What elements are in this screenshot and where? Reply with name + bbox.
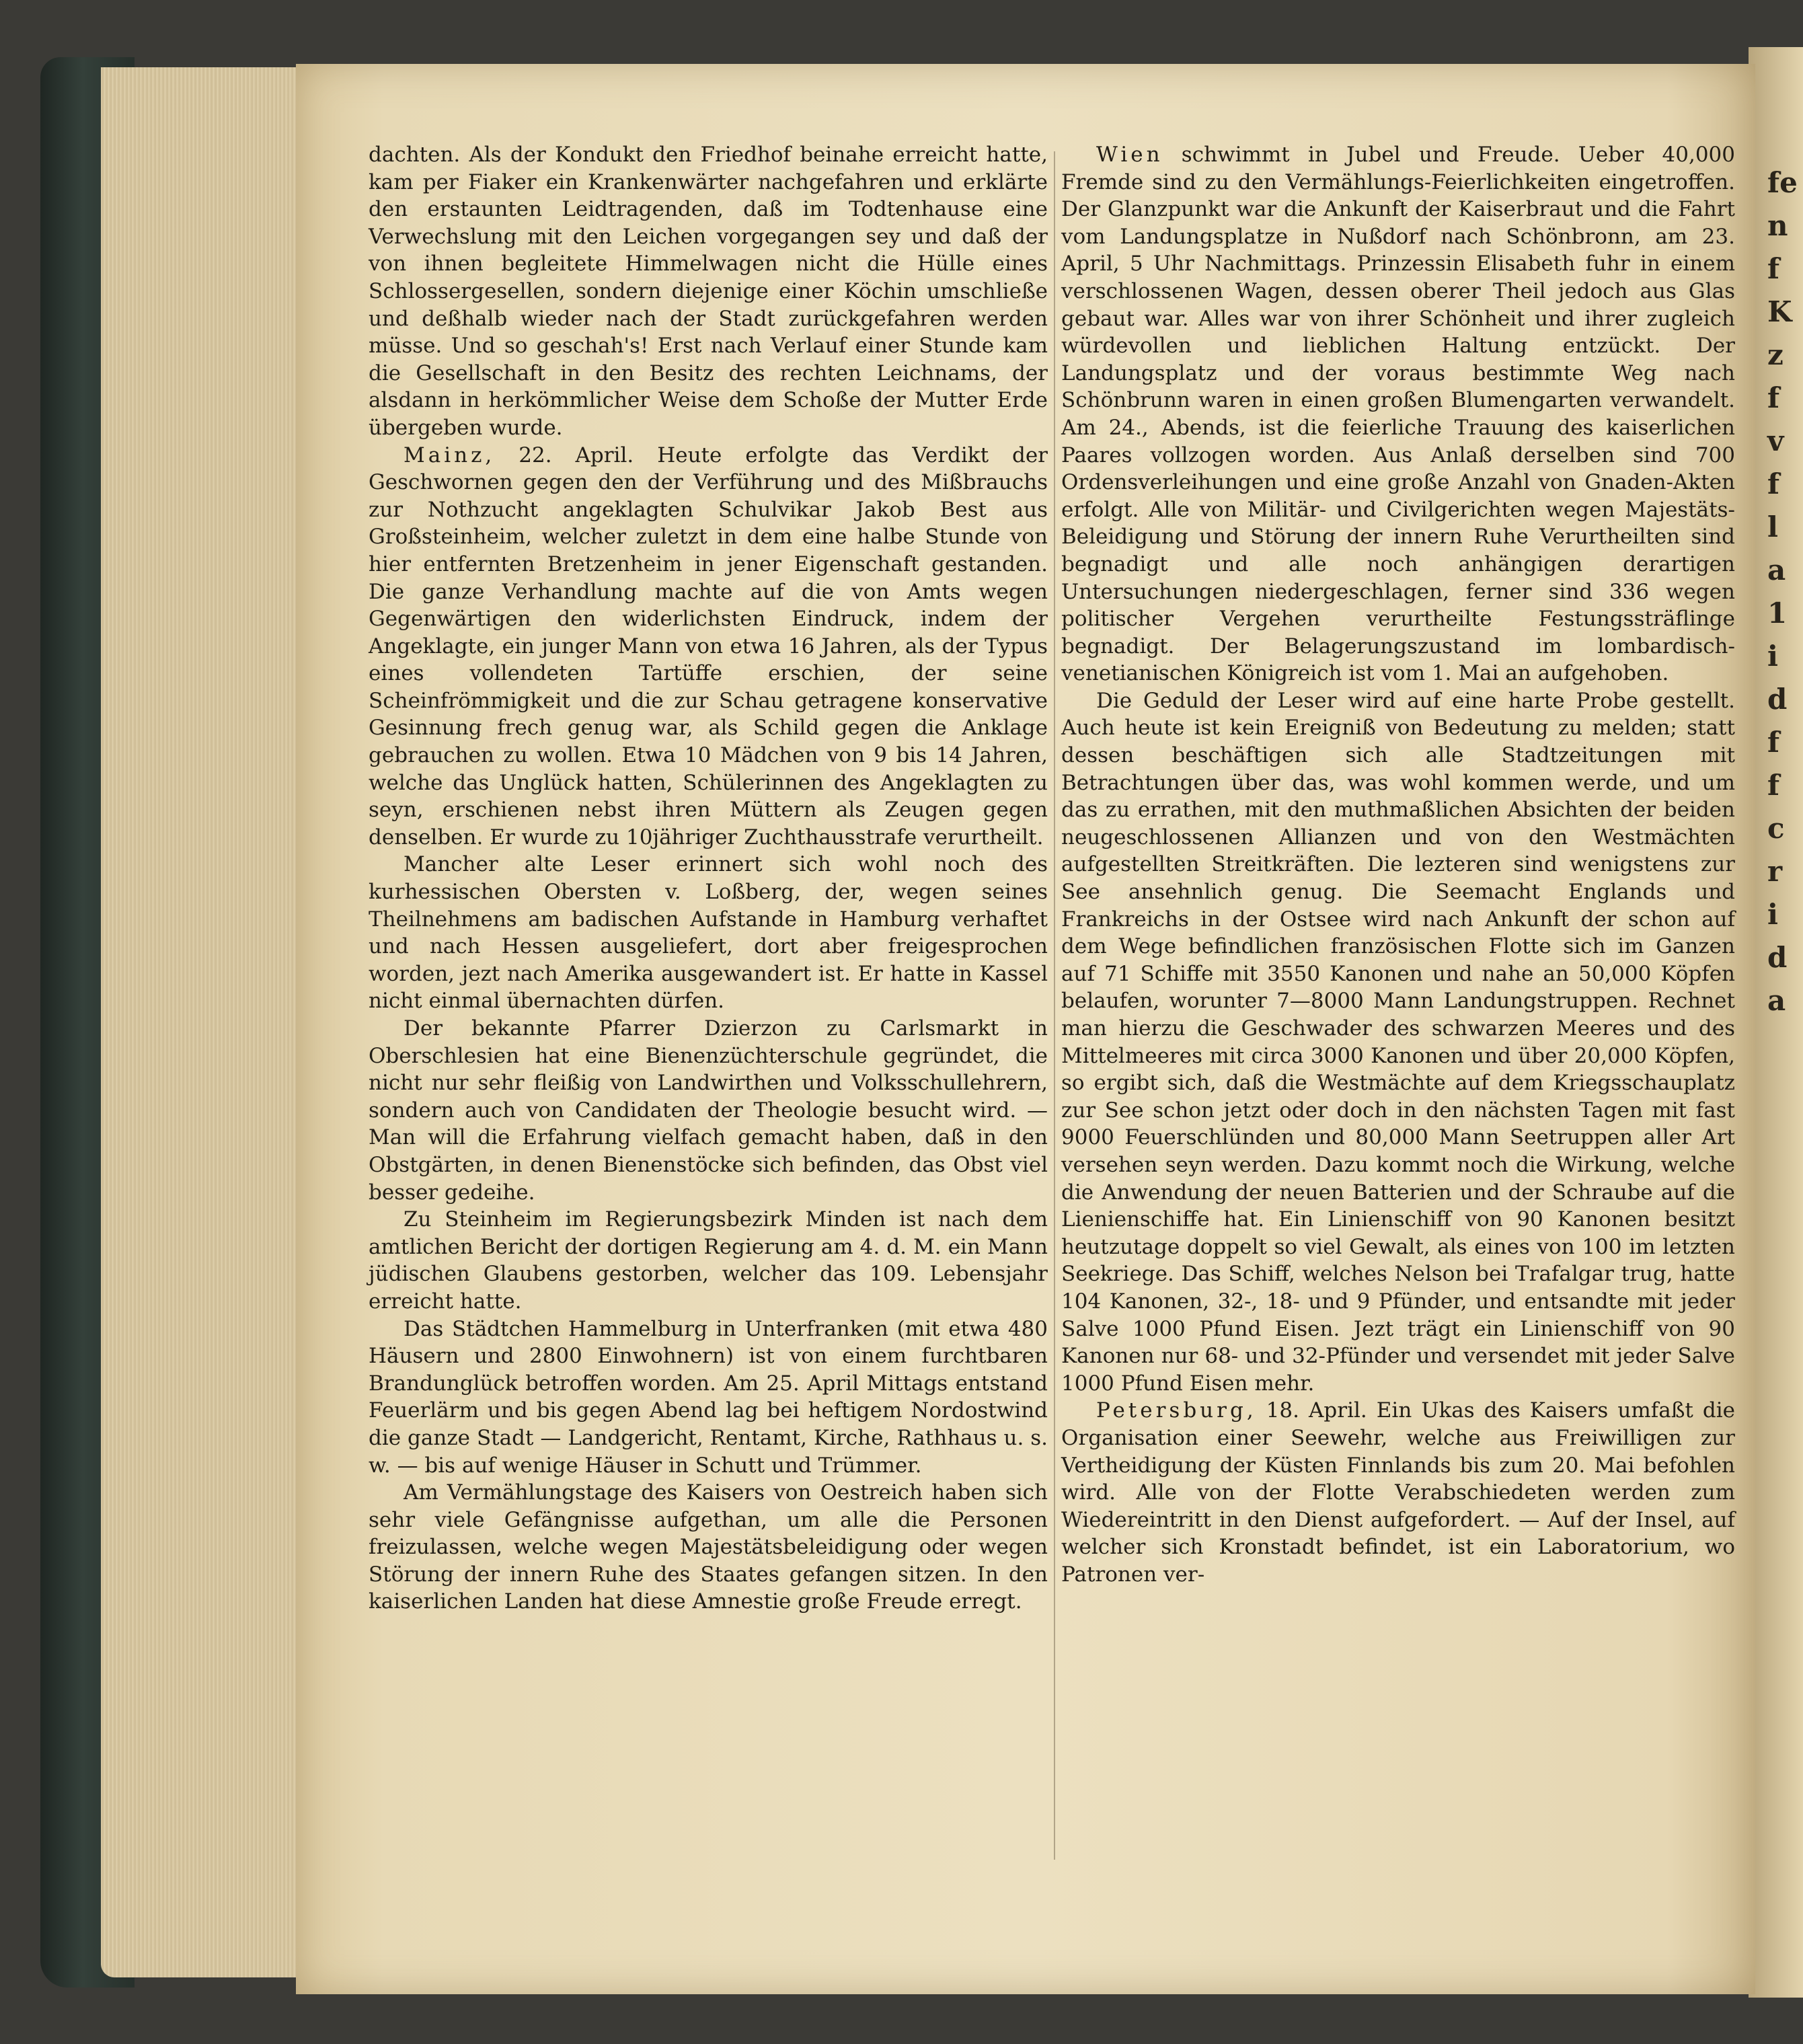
article-paragraph bbox=[1061, 141, 1735, 687]
article-paragraph bbox=[369, 141, 1048, 442]
article-paragraph bbox=[369, 1479, 1048, 1616]
paragraph-text: 18. April. Ein Ukas des Kaisers umfaßt die Organisation einer Seewehr, welche aus Freiwilligen zur Vertheidigung der Küsten Finnlands bis zum 20. Mai befohlen wird. Alle von der Flotte Verabschiedeten werden zum Wiedereintritt in den Dienst aufgefordert. — Auf der Insel, auf welcher sich Kronstadt befindet, ist ein Laboratorium, wo Patronen ver- bbox=[1061, 1398, 1735, 1587]
next-page-fragment: f bbox=[1767, 381, 1780, 414]
next-page-fragment: f bbox=[1767, 726, 1780, 759]
article-paragraph bbox=[369, 1316, 1048, 1480]
next-page-fragment: l bbox=[1767, 510, 1778, 543]
paragraph-text: Mancher alte Leser erinnert sich wohl noch des kurhessischen Obersten v. Loßberg, der, wegen seines Theilnehmens am badischen Aufstande in Hamburg verhaftet und nach Hessen ausgeliefert, dort aber freigesprochen worden, jezt nach Amerika ausgewandert ist. Er hatte in Kassel nicht einmal übernachten dürfen. bbox=[369, 852, 1048, 1014]
article-paragraph bbox=[369, 442, 1048, 851]
right-column bbox=[1061, 141, 1735, 1588]
next-page-fragment: fe bbox=[1767, 166, 1798, 199]
next-page-fragment: z bbox=[1767, 338, 1783, 371]
article-paragraph bbox=[1061, 687, 1735, 1397]
next-page-edge bbox=[1749, 47, 1803, 1998]
article-paragraph bbox=[369, 851, 1048, 1015]
next-page-fragment: d bbox=[1767, 941, 1788, 974]
next-page-fragment: d bbox=[1767, 683, 1788, 716]
next-page-fragment: f bbox=[1767, 467, 1780, 500]
next-page-fragment: r bbox=[1767, 855, 1783, 888]
paragraph-text: Der bekannte Pfarrer Dzierzon zu Carlsmarkt in Oberschlesien hat eine Bienenzüchterschule gegründet, die nicht nur sehr fleißig von Landwirthen und Volksschullehrern, sondern auch von Candidaten der Theologie besucht wird. — Man will die Erfahrung vielfach gemacht haben, daß in den Obstgärten, in denen Bienenstöcke sich befinden, das Obst viel besser gedeihe. bbox=[369, 1016, 1048, 1205]
paragraph-text: dachten. Als der Kondukt den Friedhof beinahe erreicht hatte, kam per Fiaker ein Krankenwärter nachgefahren und erklärte den erstaunten Leidtragenden, daß im Todtenhause eine Verwechslung mit den Leichen vorgegangen sey und daß der von ihnen begleitete Himmelwagen nicht die Hülle eines Schlossergesellen, sondern diejenige einer Köchin umschließe und deßhalb wieder nach der Stadt zurückgefahren werden müsse. Und so geschah's! Erst nach Verlauf einer Stunde kam die Gesellschaft in den Besitz des rechten Leichnams, der alsdann in herkömmlicher Weise dem Schoße der Mutter Erde übergeben wurde. bbox=[369, 143, 1048, 440]
column-divider bbox=[1054, 151, 1055, 1860]
paragraph-text: Die Geduld der Leser wird auf eine harte Probe gestellt. Auch heute ist kein Ereigniß von Bedeutung zu melden; statt dessen beschäftigen sich alle Stadtzeitungen mit Betrachtungen über das, was wohl kommen werde, und um das zu errathen, mit den muthmaßlichen Absichten der beiden neugeschlossenen Allianzen und von den Westmächten aufgestellten Streitkräften. Die lezteren sind wenigstens zur See ansehnlich genug. Die Seemacht Englands und Frankreichs in der Ostsee wird nach Ankunft der schon auf dem Wege befindlichen französischen Flotte sich im Ganzen auf 71 Schiffe mit 3550 Kanonen und nahe an 50,000 Köpfen belaufen, worunter 7—8000 Mann Landungstruppen. Rechnet man hierzu die Geschwader des schwarzen Meeres und des Mittelmeeres mit circa 3000 Kanonen und über 20,000 Köpfen, so ergibt sich, daß die Westmächte auf dem Kriegsschauplatz zur See schon jetzt oder doch in den nächsten Tagen mit fast 9000 Feuerschlünden und 80,000 Mann Seetruppen aller Art versehen seyn werden. Dazu kommt noch die Wirkung, welche die Anwendung der neuen Batterien und der Schraube auf die Lienienschiffe hat. Ein Linienschiff von 90 Kanonen besitzt heutzutage doppelt so viel Gewalt, als eines von 100 im letzten Seekriege. Das Schiff, welches Nelson bei Trafalgar trug, hatte 104 Kanonen, 32-, 18- und 9 Pfünder, und entsandte mit jeder Salve 1000 Pfund Eisen. Jezt trägt ein Linienschiff von 90 Kanonen nur 68- und 32-Pfünder und versendet mit jeder Salve 1000 Pfund Eisen mehr. bbox=[1061, 688, 1735, 1396]
next-page-fragment: c bbox=[1767, 812, 1785, 845]
left-column bbox=[369, 141, 1048, 1616]
next-page-fragment: a bbox=[1767, 554, 1786, 586]
dateline: Petersburg, bbox=[1096, 1398, 1257, 1423]
next-page-fragment: 1 bbox=[1767, 597, 1788, 630]
paragraph-text: Zu Steinheim im Regierungsbezirk Minden ist nach dem amtlichen Bericht der dortigen Regierung am 4. d. M. ein Mann jüdischen Glaubens gestorben, welcher das 109. Lebensjahr erreicht hatte. bbox=[369, 1207, 1048, 1314]
paragraph-text: schwimmt in Jubel und Freude. Ueber 40,000 Fremde sind zu den Vermählungs-Feierlichkeiten eingetroffen. Der Glanzpunkt war die Ankunft der Kaiserbraut und die Fahrt vom Landungsplatze in Nußdorf nach Schönbronn, am 23. April, 5 Uhr Nachmittags. Prinzessin Elisabeth fuhr in einem verschlossenen Wagen, dessen oberer Theil jedoch aus Glas gebaut war. Alles war von ihrer Schönheit und ihrer zugleich würdevollen und lieblichen Haltung entzückt. Der Landungsplatz und der voraus bestimmte Weg nach Schönbrunn waren in einen großen Blumengarten verwandelt. Am 24., Abends, ist die feierliche Trauung des kaiserlichen Paares vollzogen worden. Aus Anlaß derselben sind 700 Ordensverleihungen und eine große Anzahl von Gnaden-Akten erfolgt. Alle von Militär- und Civilgerichten wegen Majestäts-Beleidigung und Störung der innern Ruhe Verurtheilten sind begnadigt und alle noch anhängigen derartigen Untersuchungen niedergeschlagen, ferner sind 336 wegen politischer Vergehen verurtheilte Festungssträflinge begnadigt. Der Belagerungszustand im lombardisch-venetianischen Königreich ist vom 1. Mai an aufgehoben. bbox=[1061, 143, 1735, 686]
next-page-fragment: i bbox=[1767, 898, 1778, 931]
paragraph-text: Am Vermählungstage des Kaisers von Oestreich haben sich sehr viele Gefängnisse aufgethan, um alle die Personen freizulassen, welche wegen Majestätsbeleidigung oder wegen Störung der innern Ruhe des Staates gefangen sitzen. In den kaiserlichen Landen hat diese Amnestie große Freude erregt. bbox=[369, 1480, 1048, 1614]
article-paragraph bbox=[369, 1015, 1048, 1206]
next-page-fragment: n bbox=[1767, 209, 1788, 242]
dateline: Wien bbox=[1096, 143, 1163, 167]
next-page-fragment: f bbox=[1767, 252, 1780, 285]
page-edges bbox=[101, 67, 323, 1977]
article-paragraph bbox=[1061, 1397, 1735, 1588]
next-page-fragment: i bbox=[1767, 640, 1778, 673]
paragraph-text: Das Städtchen Hammelburg in Unterfranken (mit etwa 480 Häusern und 2800 Einwohnern) ist von einem furchtbaren Brandunglück betroffen worden. Am 25. April Mittags entstand Feuerlärm und bis gegen Abend lag bei heftigem Nordostwind die ganze Stadt — Landgericht, Rentamt, Kirche, Rathhaus u. s. w. — bis auf wenige Häuser in Schutt und Trümmer. bbox=[369, 1316, 1048, 1478]
article-paragraph bbox=[369, 1206, 1048, 1315]
next-page-fragment: a bbox=[1767, 984, 1786, 1017]
paragraph-text: 22. April. Heute erfolgte das Verdikt der Geschwornen gegen den der Verführung und des Mißbrauchs zur Nothzucht angeklagten Schulvikar Jakob Best aus Großsteinheim, welcher zuletzt in dem eine halbe Stunde von hier entfernten Bretzenheim in jener Eigenschaft gestanden. Die ganze Verhandlung machte auf die von Amts wegen Gegenwärtigen den widerlichsten Eindruck, indem der Angeklagte, ein junger Mann von etwa 16 Jahren, als der Typus eines vollendeten Tartüffe erschien, der seine Scheinfrömmigkeit und die zur Schau getragene konservative Gesinnung frech genug war, als Schild gegen die Anklage gebrauchen zu wollen. Etwa 10 Mädchen von 9 bis 14 Jahren, welche das Unglück hatten, Schülerinnen des Angeklagten zu seyn, erschienen nebst ihren Müttern als Zeugen gegen denselben. Er wurde zu 10jähriger Zuchthausstrafe verurtheilt. bbox=[369, 443, 1048, 849]
next-page-fragment: f bbox=[1767, 769, 1780, 802]
next-page-fragment: v bbox=[1767, 424, 1784, 457]
dateline: Mainz, bbox=[404, 443, 496, 467]
next-page-fragment: K bbox=[1767, 295, 1792, 328]
